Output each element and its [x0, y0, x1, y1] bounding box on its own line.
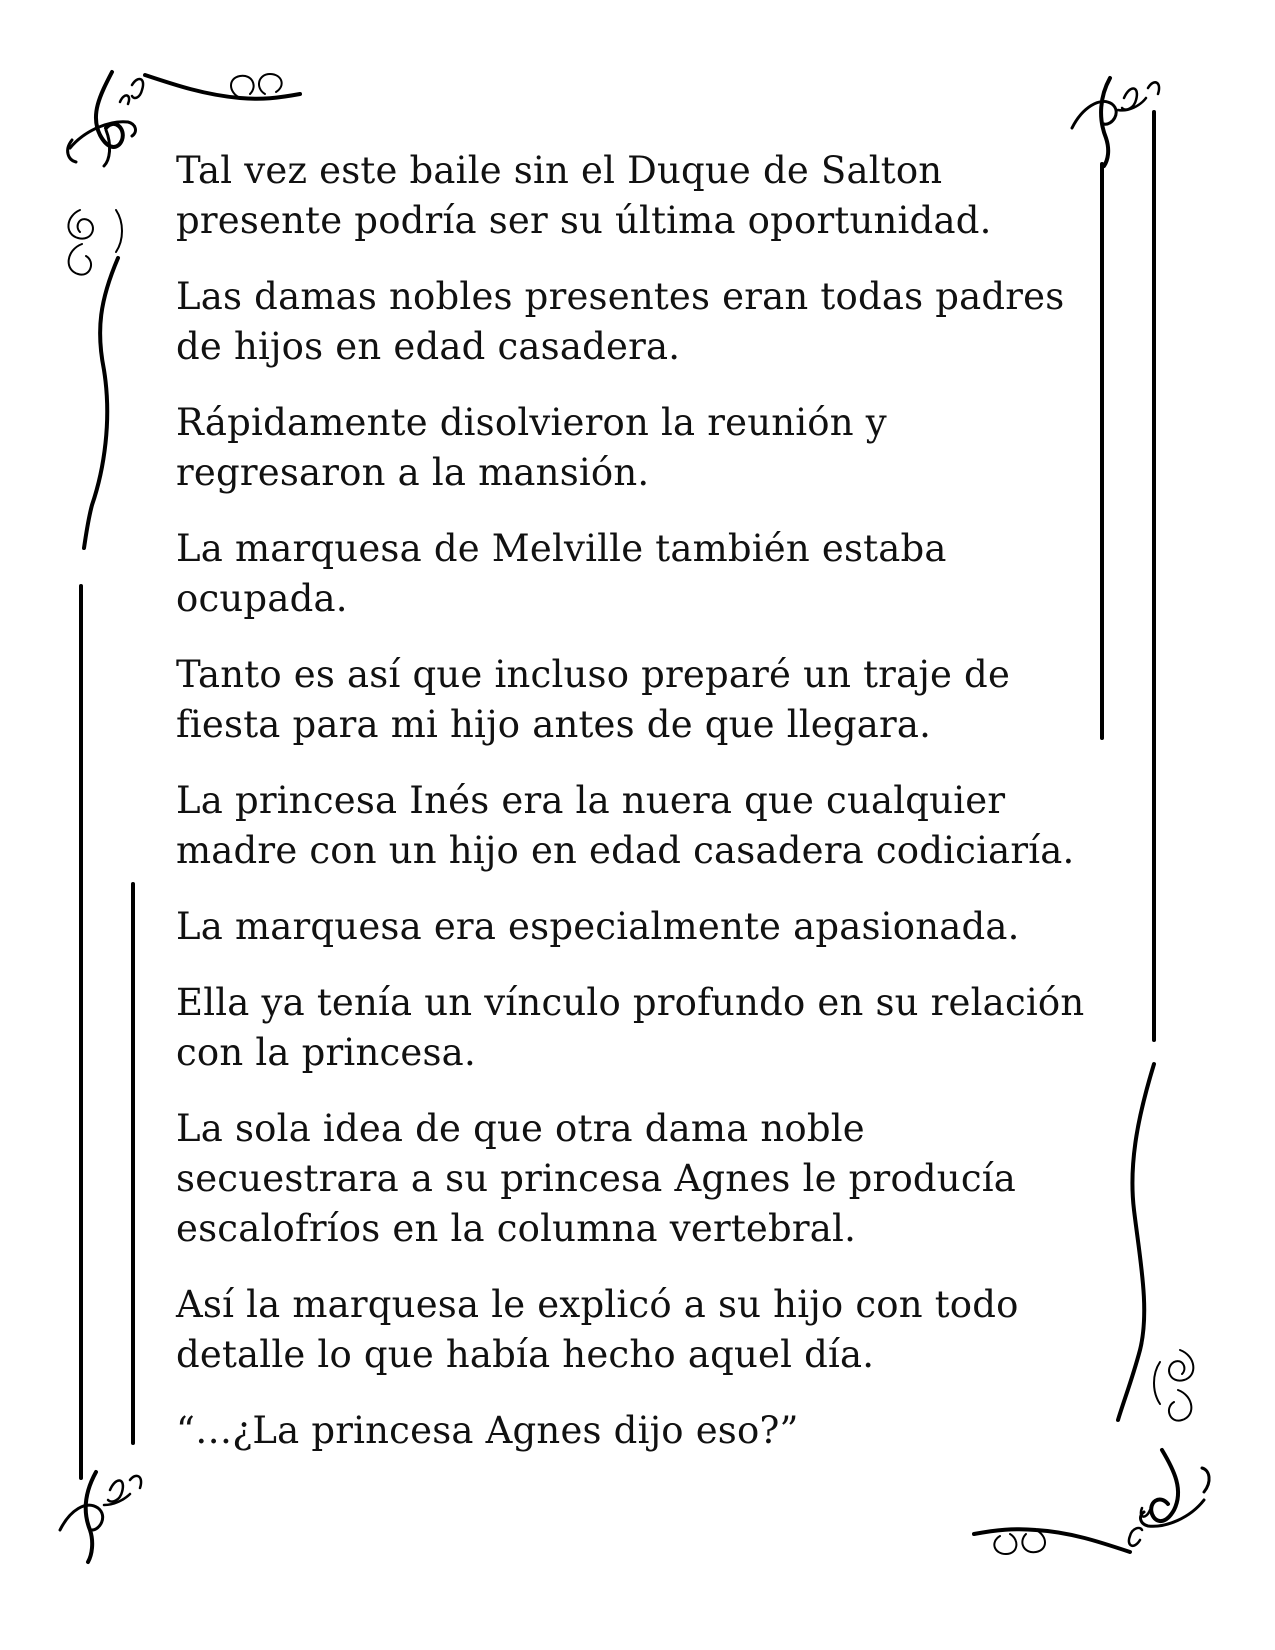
left-wavy-line [84, 258, 118, 548]
paragraph-3: Rápidamente disolvieron la reunión y regresaron a la mansión. [176, 401, 887, 494]
paragraph-8: Ella ya tenía un vínculo profundo en su relación con la princesa. [176, 981, 1085, 1074]
paragraph-4: La marquesa de Melville también estaba ocupada. [176, 527, 947, 620]
paragraph-5: Tanto es así que incluso preparé un traje de fiesta para mi hijo antes de que llegara. [176, 653, 1011, 746]
paragraph-11: “…¿La princesa Agnes dijo eso?” [176, 1409, 799, 1452]
right-swirl-icon [1154, 1350, 1193, 1421]
paragraph-2: Las damas nobles presentes eran todas padres de hijos en edad casadera. [176, 275, 1065, 368]
paragraph-7: La marquesa era especialmente apasionada. [176, 905, 1020, 948]
right-wavy-line [1118, 1064, 1154, 1420]
paragraph-1: Tal vez este baile sin el Duque de Salton presente podría ser su última oportunidad. [176, 149, 992, 242]
body-text [176, 146, 1096, 1482]
paragraph-9: La sola idea de que otra dama noble secuestrara a su princesa Agnes le producía escalofríos en la columna vertebral. [176, 1107, 1017, 1250]
paragraph-10: Así la marquesa le explicó a su hijo con todo detalle lo que había hecho aquel día. [176, 1283, 1019, 1376]
bottom-left-flourish-icon [60, 1472, 141, 1562]
paragraph-6: La princesa Inés era la nuera que cualquier madre con un hijo en edad casadera codiciaría. [176, 779, 1075, 872]
